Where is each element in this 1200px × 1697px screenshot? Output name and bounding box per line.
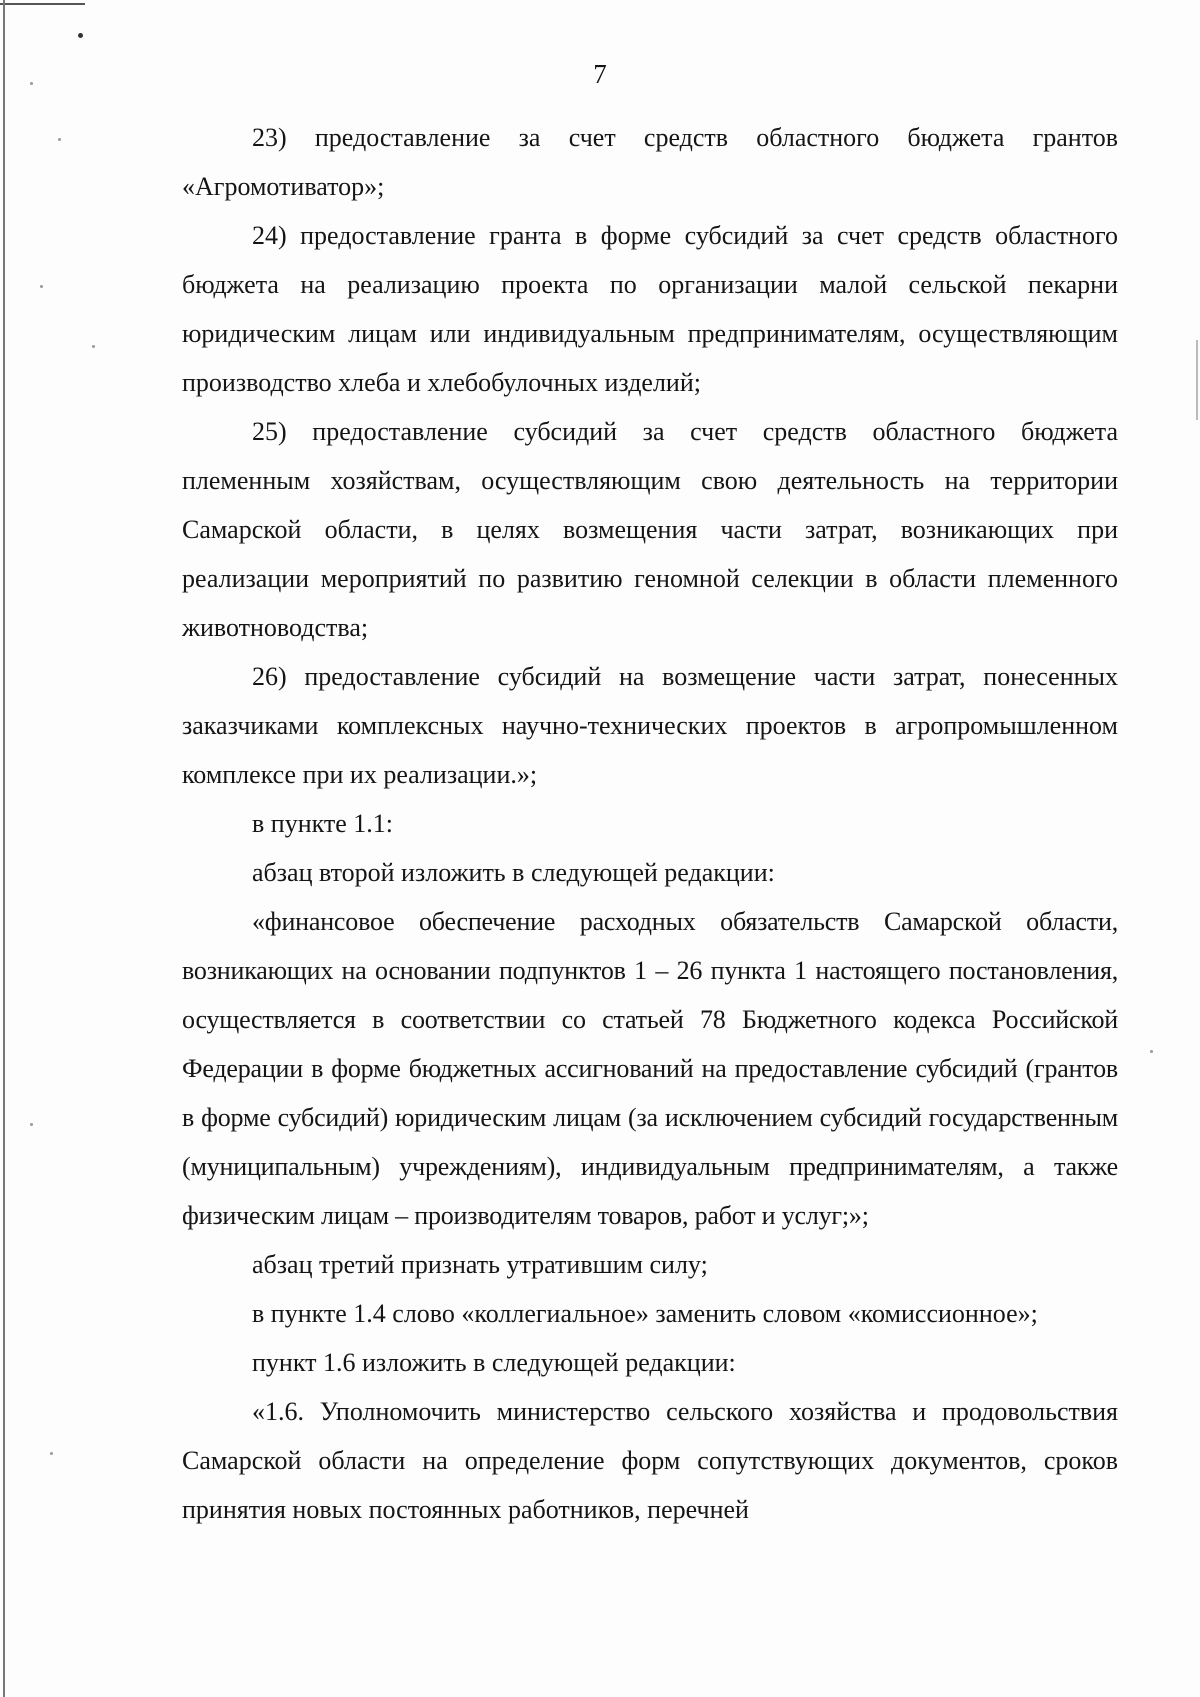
paragraph-point-1-1: в пункте 1.1: xyxy=(252,809,394,838)
paragraph-item-24: 24) предоставление гранта в форме субсидий за счет средств областного бюджета на реализацию проекта по организации малой сельской пекарни юридическим лицам или индивидуальным предпринимателям, осуществляющим производство хлеба и хлебобулочных изделий; xyxy=(182,221,1118,397)
scan-top-edge xyxy=(0,3,85,5)
paragraph-item-26: 26) предоставление субсидий на возмещение части затрат, понесенных заказчиками комплексных научно-технических проектов в агропромышленном комплексе при их реализации.»; xyxy=(182,662,1118,789)
document-body xyxy=(182,113,1118,1534)
scan-speck xyxy=(40,285,43,288)
paragraph-third-abzac: абзац третий признать утратившим силу; xyxy=(252,1250,708,1279)
scan-speck xyxy=(58,138,61,141)
paragraph-point-1-6-text: «1.6. Уполномочить министерство сельского хозяйства и продовольствия Самарской области на определение форм сопутствующих документов, сроков принятия новых постоянных работников, перечней xyxy=(182,1397,1118,1524)
paragraph-point-1-6-intro: пункт 1.6 изложить в следующей редакции: xyxy=(252,1348,736,1377)
scan-right-mark xyxy=(1196,340,1198,420)
scan-speck xyxy=(92,345,95,348)
scan-speck xyxy=(78,33,83,38)
paragraph-item-25: 25) предоставление субсидий за счет средств областного бюджета племенным хозяйствам, осуществляющим свою деятельность на территории Самарской области, в целях возмещения части затрат, возникающих при реализации мероприятий по развитию геномной селекции в области племенного животноводства; xyxy=(182,417,1118,642)
scan-left-edge xyxy=(3,0,5,1697)
scan-speck xyxy=(50,1452,53,1455)
paragraph-item-23: 23) предоставление за счет средств областного бюджета грантов «Агромотиватор»; xyxy=(182,123,1118,201)
page-number: 7 xyxy=(593,59,607,89)
scan-speck xyxy=(30,1123,33,1126)
scan-speck xyxy=(1150,1050,1153,1053)
paragraph-financing-text: «финансовое обеспечение расходных обязательств Самарской области, возникающих на основании подпунктов 1 – 26 пункта 1 настоящего постановления, осуществляется в соответствии со статьей 78 Бюджетного кодекса Российской Федерации в форме бюджетных ассигнований на предоставление субсидий (грантов в форме субсидий) юридическим лицам (за исключением субсидий государственным (муниципальным) учреждениям), индивидуальным предпринимателям, а также физическим лицам – производителям товаров, работ и услуг;»; xyxy=(182,907,1118,1230)
paragraph-second-abzac: абзац второй изложить в следующей редакции: xyxy=(252,858,775,887)
paragraph-point-1-4: в пункте 1.4 слово «коллегиальное» заменить словом «комиссионное»; xyxy=(252,1299,1038,1328)
